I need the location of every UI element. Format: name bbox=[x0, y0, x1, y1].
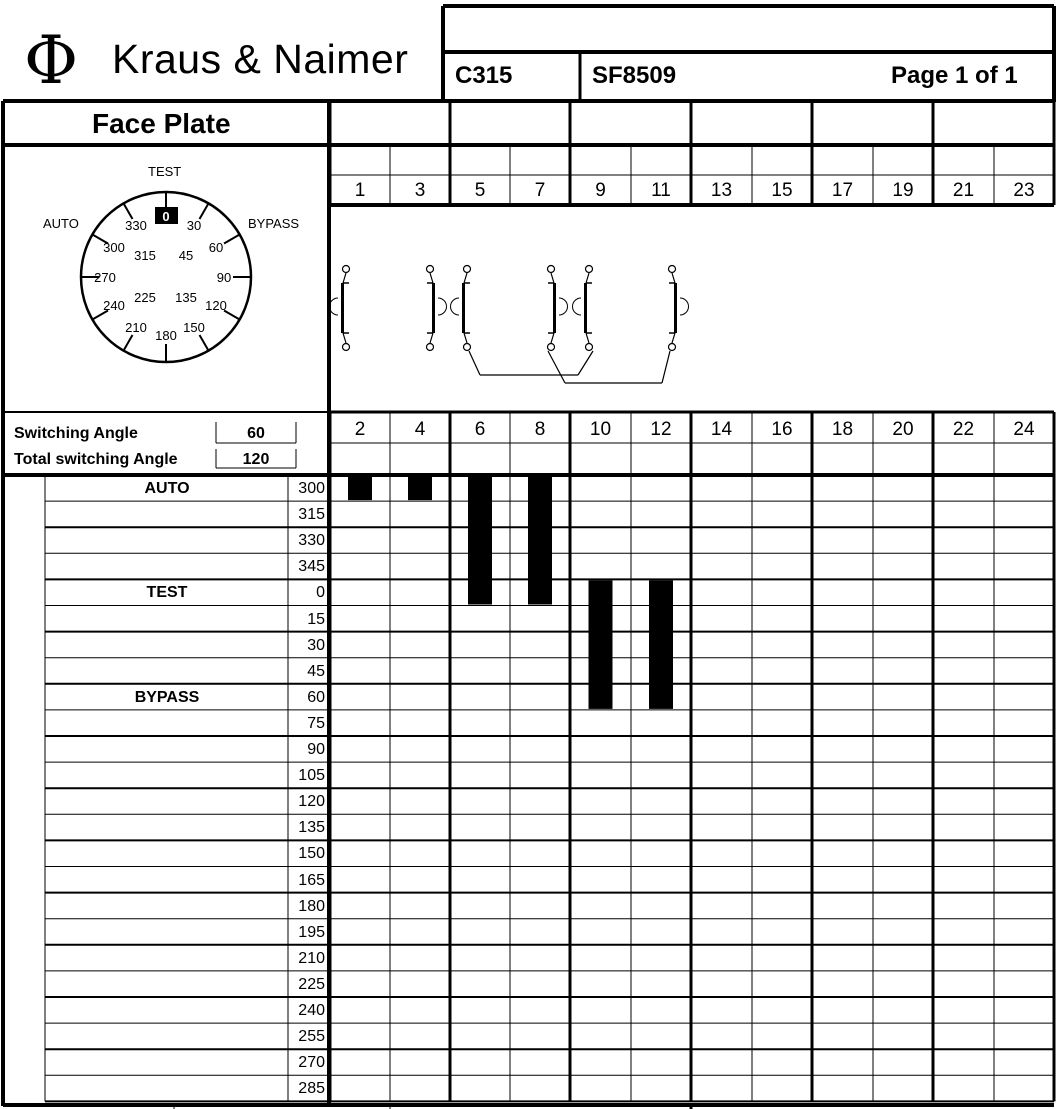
terminal-bottom-12: 12 bbox=[650, 419, 672, 440]
model-number: C315 bbox=[455, 62, 513, 89]
position-angle: 240 bbox=[298, 1002, 325, 1019]
terminal-top-21: 21 bbox=[952, 180, 975, 201]
switching-angle-value: 60 bbox=[247, 425, 265, 442]
position-angle: 30 bbox=[307, 636, 325, 654]
contact-7-8-contact-bar bbox=[553, 283, 556, 333]
dial-angle-label: 45 bbox=[178, 248, 194, 263]
position-angle: 315 bbox=[298, 506, 325, 524]
closure-bar-1-2 bbox=[348, 476, 372, 500]
contact-9-10-bottom-terminal bbox=[586, 344, 593, 351]
dial-angle-label: 300 bbox=[103, 240, 125, 255]
terminal-top-15: 15 bbox=[771, 180, 793, 201]
terminal-top-3: 3 bbox=[414, 180, 426, 201]
contact-5-6-top-terminal bbox=[464, 266, 471, 273]
terminal-bottom-24: 24 bbox=[1013, 419, 1035, 440]
terminal-top-23: 23 bbox=[1013, 180, 1035, 201]
contact-1-2-contact-bar bbox=[341, 283, 344, 333]
dial-angle-label: 330 bbox=[125, 218, 147, 233]
position-angle: 330 bbox=[298, 532, 325, 550]
position-angle: 60 bbox=[307, 688, 325, 706]
contact-5-6-lead bbox=[464, 273, 467, 283]
contact-3-4-cam-arc bbox=[438, 298, 447, 315]
dial-angle-label: 30 bbox=[186, 218, 202, 233]
dial-angle-label: 270 bbox=[94, 270, 116, 285]
terminal-top-9: 9 bbox=[595, 180, 606, 201]
drawing-number: SF8509 bbox=[592, 62, 677, 89]
brand-name: Kraus & Naimer bbox=[112, 36, 409, 82]
dial-tick bbox=[200, 335, 209, 351]
contact-9-10-top-terminal bbox=[586, 266, 593, 273]
contact-7-8-bottom-terminal bbox=[548, 344, 555, 351]
contact-1-2-lead bbox=[343, 333, 346, 343]
position-angle: 15 bbox=[307, 610, 325, 628]
switching-angle-label: Switching Angle bbox=[14, 425, 138, 442]
dial-angle-label: 90 bbox=[216, 270, 232, 285]
position-angle: 300 bbox=[298, 480, 325, 497]
contact-3-4-top-terminal bbox=[427, 266, 434, 273]
total-switching-angle-value: 120 bbox=[242, 451, 270, 468]
contact-9-10-lead bbox=[586, 333, 589, 343]
position-angle: 135 bbox=[298, 819, 325, 837]
contact-9-10-contact-bar bbox=[584, 283, 587, 333]
contact-3-4-bottom-terminal bbox=[427, 344, 434, 351]
position-angle: 165 bbox=[298, 871, 325, 889]
terminal-bottom-10: 10 bbox=[589, 419, 612, 440]
contact-bridge bbox=[662, 351, 670, 383]
position-angle: 345 bbox=[298, 558, 325, 576]
dial-angle-label: 60 bbox=[208, 240, 224, 255]
position-angle: 90 bbox=[307, 741, 325, 758]
contact-11-12-lead bbox=[672, 273, 675, 283]
terminal-top-13: 13 bbox=[710, 180, 733, 201]
contact-bridge bbox=[578, 351, 593, 375]
terminal-bottom-20: 20 bbox=[892, 419, 914, 440]
terminal-bottom-16: 16 bbox=[771, 419, 793, 440]
contact-1-2-lead bbox=[343, 273, 346, 283]
position-label-test: TEST bbox=[146, 584, 188, 602]
contact-3-4-lead bbox=[430, 273, 433, 283]
terminal-top-17: 17 bbox=[831, 180, 854, 201]
contact-9-10-cam-arc bbox=[573, 298, 582, 315]
contact-7-8-cam-arc bbox=[559, 298, 568, 315]
closure-bar-5-6 bbox=[468, 476, 492, 605]
closure-bar-11-12 bbox=[649, 580, 673, 709]
closure-bar-9-10 bbox=[589, 580, 613, 709]
terminal-bottom-18: 18 bbox=[831, 419, 854, 440]
contact-11-12-cam-arc bbox=[680, 298, 689, 315]
terminal-top-19: 19 bbox=[892, 180, 914, 201]
dial-angle-label: 135 bbox=[175, 290, 197, 305]
terminal-bottom-6: 6 bbox=[474, 419, 486, 440]
dial-tick bbox=[200, 203, 209, 219]
position-angle: 210 bbox=[298, 949, 325, 967]
contact-11-12-bottom-terminal bbox=[669, 344, 676, 351]
contact-7-8-lead bbox=[551, 273, 554, 283]
contact-5-6-lead bbox=[464, 333, 467, 343]
position-angle: 195 bbox=[298, 923, 325, 941]
terminal-bottom-14: 14 bbox=[710, 419, 733, 440]
terminal-bottom-2: 2 bbox=[354, 419, 366, 440]
position-angle: 0 bbox=[316, 584, 325, 602]
dial-label-auto: AUTO bbox=[43, 216, 79, 231]
dial-tick bbox=[124, 335, 133, 351]
position-angle: 75 bbox=[307, 714, 325, 732]
contact-5-6-bottom-terminal bbox=[464, 344, 471, 351]
terminal-top-5: 5 bbox=[474, 180, 486, 201]
contact-1-2-bottom-terminal bbox=[343, 344, 350, 351]
contact-7-8-top-terminal bbox=[548, 266, 555, 273]
page-indicator: Page 1 of 1 bbox=[891, 62, 1018, 89]
position-angle: 225 bbox=[298, 975, 325, 993]
position-angle: 180 bbox=[298, 897, 325, 915]
phi-logo-icon: Φ bbox=[24, 22, 79, 99]
dial-angle-label: 180 bbox=[155, 328, 177, 343]
contact-5-6-contact-bar bbox=[462, 283, 465, 333]
position-label-bypass: BYPASS bbox=[134, 688, 200, 706]
contact-bridge bbox=[548, 351, 565, 383]
dial-angle-label: 240 bbox=[103, 298, 125, 313]
dial-angle-label: 120 bbox=[205, 298, 227, 313]
position-label-auto: AUTO bbox=[144, 480, 190, 497]
terminal-bottom-4: 4 bbox=[414, 419, 426, 440]
position-angle: 120 bbox=[298, 793, 325, 811]
terminal-top-7: 7 bbox=[534, 180, 546, 201]
dial-tick bbox=[224, 235, 240, 244]
total-switching-angle-label: Total switching Angle bbox=[14, 451, 178, 468]
position-angle: 255 bbox=[298, 1028, 325, 1046]
terminal-bottom-8: 8 bbox=[534, 419, 546, 440]
dial-angle-label: 225 bbox=[134, 290, 156, 305]
dial-angle-label: 210 bbox=[125, 320, 147, 335]
contact-bridge bbox=[469, 351, 480, 375]
terminal-bottom-22: 22 bbox=[952, 419, 975, 440]
dial-label-test: TEST bbox=[148, 164, 182, 179]
face-plate-title: Face Plate bbox=[92, 108, 231, 139]
closure-bar-7-8 bbox=[528, 476, 552, 605]
position-angle: 105 bbox=[298, 767, 325, 785]
position-angle: 45 bbox=[307, 662, 325, 680]
contact-11-12-contact-bar bbox=[674, 283, 677, 333]
contact-11-12-lead bbox=[672, 333, 675, 343]
dial-label-bypass: BYPASS bbox=[248, 216, 300, 231]
contact-3-4-contact-bar bbox=[432, 283, 435, 333]
closure-bar-3-4 bbox=[408, 476, 432, 500]
contact-5-6-cam-arc bbox=[451, 298, 460, 315]
dial-marker-label: 0 bbox=[162, 209, 170, 224]
contact-3-4-lead bbox=[430, 333, 433, 343]
contact-11-12-top-terminal bbox=[669, 266, 676, 273]
position-angle: 150 bbox=[298, 845, 325, 863]
position-angle: 270 bbox=[298, 1054, 325, 1072]
terminal-top-11: 11 bbox=[651, 180, 671, 201]
dial-angle-label: 315 bbox=[134, 248, 156, 263]
dial-tick bbox=[124, 203, 133, 219]
position-angle: 285 bbox=[298, 1080, 325, 1098]
dial-angle-label: 150 bbox=[183, 320, 205, 335]
contact-7-8-lead bbox=[551, 333, 554, 343]
contact-9-10-lead bbox=[586, 273, 589, 283]
terminal-top-1: 1 bbox=[354, 180, 366, 201]
contact-1-2-top-terminal bbox=[343, 266, 350, 273]
